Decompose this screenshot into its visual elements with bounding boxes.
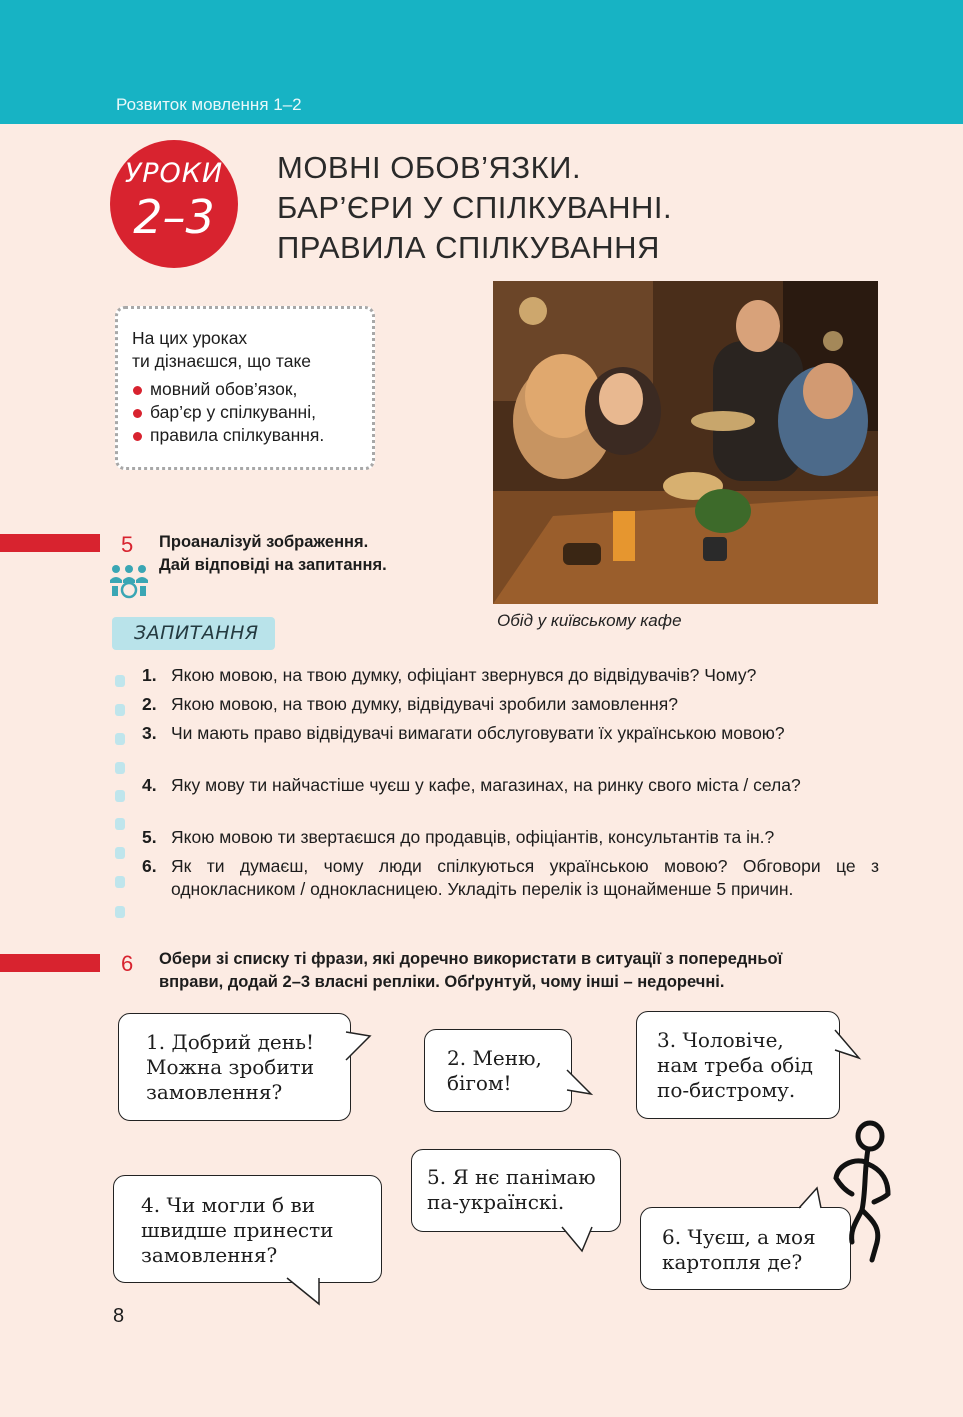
- bubble-text: [141, 1193, 334, 1268]
- lesson-badge: [110, 140, 238, 268]
- speech-bubble-3: [636, 1011, 840, 1119]
- question-item: [142, 693, 879, 716]
- list-dot: [115, 733, 125, 745]
- question-item: [142, 826, 879, 849]
- bubble-tail: [285, 1278, 325, 1306]
- page-title: [277, 148, 672, 268]
- speech-bubble-5: [411, 1149, 621, 1232]
- bubble-line: замовлення?: [141, 1243, 278, 1267]
- instruction-line: вправи, додай 2–3 власні репліки. Обґрунтуй, чому інші – недоречні.: [159, 973, 725, 991]
- section-label: Розвиток мовлення 1–2: [116, 95, 302, 114]
- bubble-tail: [346, 1030, 372, 1066]
- question-number: 4.: [142, 775, 157, 795]
- question-item: [142, 774, 879, 797]
- cafe-scene-illustration: [493, 281, 878, 604]
- questions-tag: [112, 617, 275, 650]
- question-number: 2.: [142, 694, 157, 714]
- title-line: МОВНІ ОБОВ’ЯЗКИ.: [277, 150, 582, 185]
- cafe-photo: [493, 281, 878, 604]
- goals-intro: ти дізнаєшся, що таке: [132, 351, 312, 371]
- question-text: Якою мовою ти звертаєшся до продавців, офіціантів, консультантів та ін.?: [171, 827, 775, 847]
- question-item: [142, 664, 879, 687]
- exercise-marker: [0, 534, 100, 552]
- question-text: Якою мовою, на твою думку, відвідувачі зробили замовлення?: [171, 694, 679, 714]
- speech-bubble-1: [118, 1013, 351, 1121]
- badge-range: 2–3: [133, 190, 215, 244]
- bubble-line: 4. Чи могли б ви: [141, 1193, 316, 1217]
- bubble-line: замовлення?: [146, 1080, 283, 1104]
- bubble-line: картопля де?: [662, 1250, 803, 1274]
- question-item: [142, 722, 879, 745]
- list-dot: [115, 906, 125, 918]
- goal-item: мовний обов’язок,: [132, 378, 372, 401]
- question-number: 5.: [142, 827, 157, 847]
- question-number: 6.: [142, 856, 157, 876]
- goal-item: правила спілкування.: [132, 424, 372, 447]
- bubble-line: 1. Добрий день!: [146, 1030, 315, 1054]
- speech-bubble-6: [640, 1207, 851, 1290]
- bubble-text: [662, 1225, 816, 1275]
- question-text: Як ти думаєш, чому люди спілкуються українською мовою? Обговори це з однокласником / однокласницею. Укладіть перелік із щонайменше 5 причин.: [171, 856, 879, 899]
- bubble-line: бігом!: [447, 1071, 512, 1095]
- bubble-text: [427, 1165, 596, 1215]
- list-dot: [115, 818, 125, 830]
- bubble-line: швидше принести: [141, 1218, 334, 1242]
- question-item: [142, 855, 879, 901]
- title-line: ПРАВИЛА СПІЛКУВАННЯ: [277, 230, 660, 265]
- title-line: БАР’ЄРИ У СПІЛКУВАННІ.: [277, 190, 673, 225]
- stick-figure-icon: [828, 1118, 898, 1268]
- question-text: Чи мають право відвідувачі вимагати обслуговувати їх українською мовою?: [171, 723, 785, 743]
- speech-bubble-4: [113, 1175, 382, 1283]
- exercise-number: 6: [121, 951, 134, 976]
- photo-caption: Обід у київському кафе: [497, 611, 682, 630]
- page-number: 8: [113, 1305, 125, 1327]
- bubble-tail: [567, 1068, 595, 1098]
- bubble-line: 6. Чуєш, а моя: [662, 1225, 816, 1249]
- bubble-line: Можна зробити: [146, 1055, 315, 1079]
- bubble-line: 2. Меню,: [447, 1046, 542, 1070]
- exercise-marker: [0, 954, 100, 972]
- bubble-text: [657, 1028, 813, 1103]
- instruction-line: Проаналізуй зображення.: [159, 533, 369, 551]
- goals-intro: На цих уроках: [132, 328, 248, 348]
- bubble-text: [146, 1030, 314, 1105]
- bubble-line: па-українскі.: [427, 1190, 565, 1214]
- list-dot: [115, 847, 125, 859]
- goal-item: бар’єр у спілкуванні,: [132, 401, 372, 424]
- list-dot: [115, 704, 125, 716]
- bubble-line: 5. Я нє панімаю: [427, 1165, 596, 1189]
- question-text: Яку мову ти найчастіше чуєш у кафе, магазинах, на ринку свого міста / села?: [171, 775, 801, 795]
- bubble-line: 3. Чоловіче,: [657, 1028, 784, 1052]
- learning-goals-box: [115, 306, 375, 470]
- bubble-line: нам треба обід: [657, 1053, 813, 1077]
- question-number: 3.: [142, 723, 157, 743]
- questions-tag-label: ЗАПИТАННЯ: [134, 622, 259, 644]
- goals-list: [132, 378, 372, 447]
- question-text: Якою мовою, на твою думку, офіціант звернувся до відвідувачів? Чому?: [171, 665, 757, 685]
- bubble-text: [447, 1046, 542, 1096]
- list-dot: [115, 790, 125, 802]
- instruction-line: Дай відповіді на запитання.: [159, 556, 387, 574]
- bubble-tail: [560, 1227, 596, 1253]
- speech-bubble-2: [424, 1029, 572, 1112]
- question-number: 1.: [142, 665, 157, 685]
- exercise-instructions: [159, 948, 782, 994]
- bubble-tail: [835, 1028, 863, 1064]
- exercise-number: 5: [121, 532, 134, 557]
- group-work-icon: [108, 562, 150, 600]
- bubble-line: по-бистрому.: [657, 1078, 796, 1102]
- list-dot: [115, 762, 125, 774]
- badge-word: УРОКИ: [124, 158, 224, 189]
- list-dot: [115, 675, 125, 687]
- bubble-tail: [795, 1186, 825, 1212]
- list-dot: [115, 876, 125, 888]
- exercise-instructions: [159, 531, 387, 577]
- instruction-line: Обери зі списку ті фрази, які доречно використати в ситуації з попередньої: [159, 950, 783, 968]
